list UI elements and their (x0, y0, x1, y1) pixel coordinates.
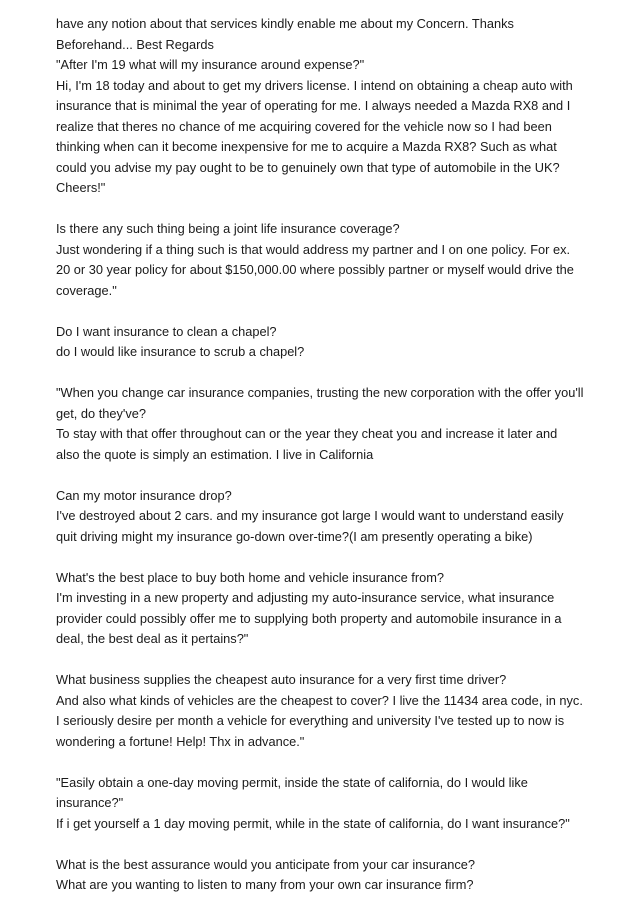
text-line: "When you change car insurance companies, trusting the new corporation with the offer you'll (56, 385, 584, 400)
paragraph-moving-permit (56, 773, 596, 835)
paragraph-rx8-question (56, 14, 596, 199)
paragraph-first-time-driver (56, 670, 596, 752)
text-line: realize that theres no chance of me acquiring covered for the vehicle now so I had been (56, 118, 552, 134)
text-line: Cheers!" (56, 180, 106, 195)
text-line: Can my motor insurance drop? (56, 487, 232, 503)
paragraph-joint-life (56, 219, 596, 301)
text-line: wondering a fortune! Help! Thx in advance." (56, 733, 305, 749)
text-line: provider could possibly offer me to supplying both property and automobile insurance in a (56, 610, 562, 626)
text-line: Do I want insurance to clean a chapel? (56, 323, 277, 339)
text-line: To stay with that offer throughout can or the year they cheat you and increase it later and (56, 426, 558, 441)
text-line: insurance that is minimal the year of operating for me. I always needed a Mazda RX8 and I (56, 98, 571, 113)
text-line: What business supplies the cheapest auto insurance for a very first time driver? (56, 672, 507, 687)
text-line: do I would like insurance to scrub a chapel? (56, 344, 305, 359)
text-line: And also what kinds of vehicles are the cheapest to cover? I live the 11434 area code, in nyc. (56, 692, 583, 708)
paragraph-home-and-vehicle (56, 568, 596, 650)
text-line: deal, the best deal as it pertains?" (56, 631, 249, 646)
text-line: insurance?" (56, 795, 124, 810)
paragraph-change-companies (56, 383, 596, 465)
text-line: also the quote is simply an estimation. I live in California (56, 446, 374, 462)
text-line: I'm investing in a new property and adjusting my auto-insurance service, what insurance (56, 590, 555, 605)
paragraph-chapel (56, 322, 596, 363)
text-line: have any notion about that services kindly enable me about my Concern. Thanks (56, 16, 514, 31)
document-page (56, 14, 596, 896)
text-line: What are you wanting to listen to many from your own car insurance firm? (56, 877, 474, 892)
paragraph-best-assurance (56, 855, 596, 896)
text-line: I've destroyed about 2 cars. and my insurance got large I would want to understand easily (56, 508, 564, 523)
text-line: get, do they've? (56, 405, 146, 421)
text-line: If i get yourself a 1 day moving permit, while in the state of california, do I want insurance?" (56, 815, 570, 831)
text-line: thinking when can it become inexpensive for me to acquire a Mazda RX8? Such as what (56, 139, 557, 154)
text-line: "Easily obtain a one-day moving permit, inside the state of california, do I would like (56, 774, 528, 790)
text-line: What is the best assurance would you anticipate from your car insurance? (56, 856, 475, 872)
text-line: coverage." (56, 282, 117, 298)
text-line: Beforehand... Best Regards (56, 36, 214, 52)
text-line: 20 or 30 year policy for about $150,000.00 where possibly partner or myself would drive the (56, 262, 574, 277)
text-line: Just wondering if a thing such is that would address my partner and I on one policy. For ex. (56, 241, 571, 257)
text-line: quit driving might my insurance go-down over-time?(I am presently operating a bike) (56, 528, 533, 544)
text-line: could you advise my pay ought to be to genuinely own that type of automobile in the UK? (56, 159, 560, 175)
text-line: I seriously desire per month a vehicle for everything and university I've tested up to now is (56, 713, 565, 728)
paragraph-insurance-drop (56, 486, 596, 548)
text-line: What's the best place to buy both home and vehicle insurance from? (56, 569, 444, 585)
text-line: "After I'm 19 what will my insurance around expense?" (56, 57, 365, 72)
text-line: Hi, I'm 18 today and about to get my drivers license. I intend on obtaining a cheap auto with (56, 77, 573, 93)
text-line: Is there any such thing being a joint life insurance coverage? (56, 221, 400, 236)
